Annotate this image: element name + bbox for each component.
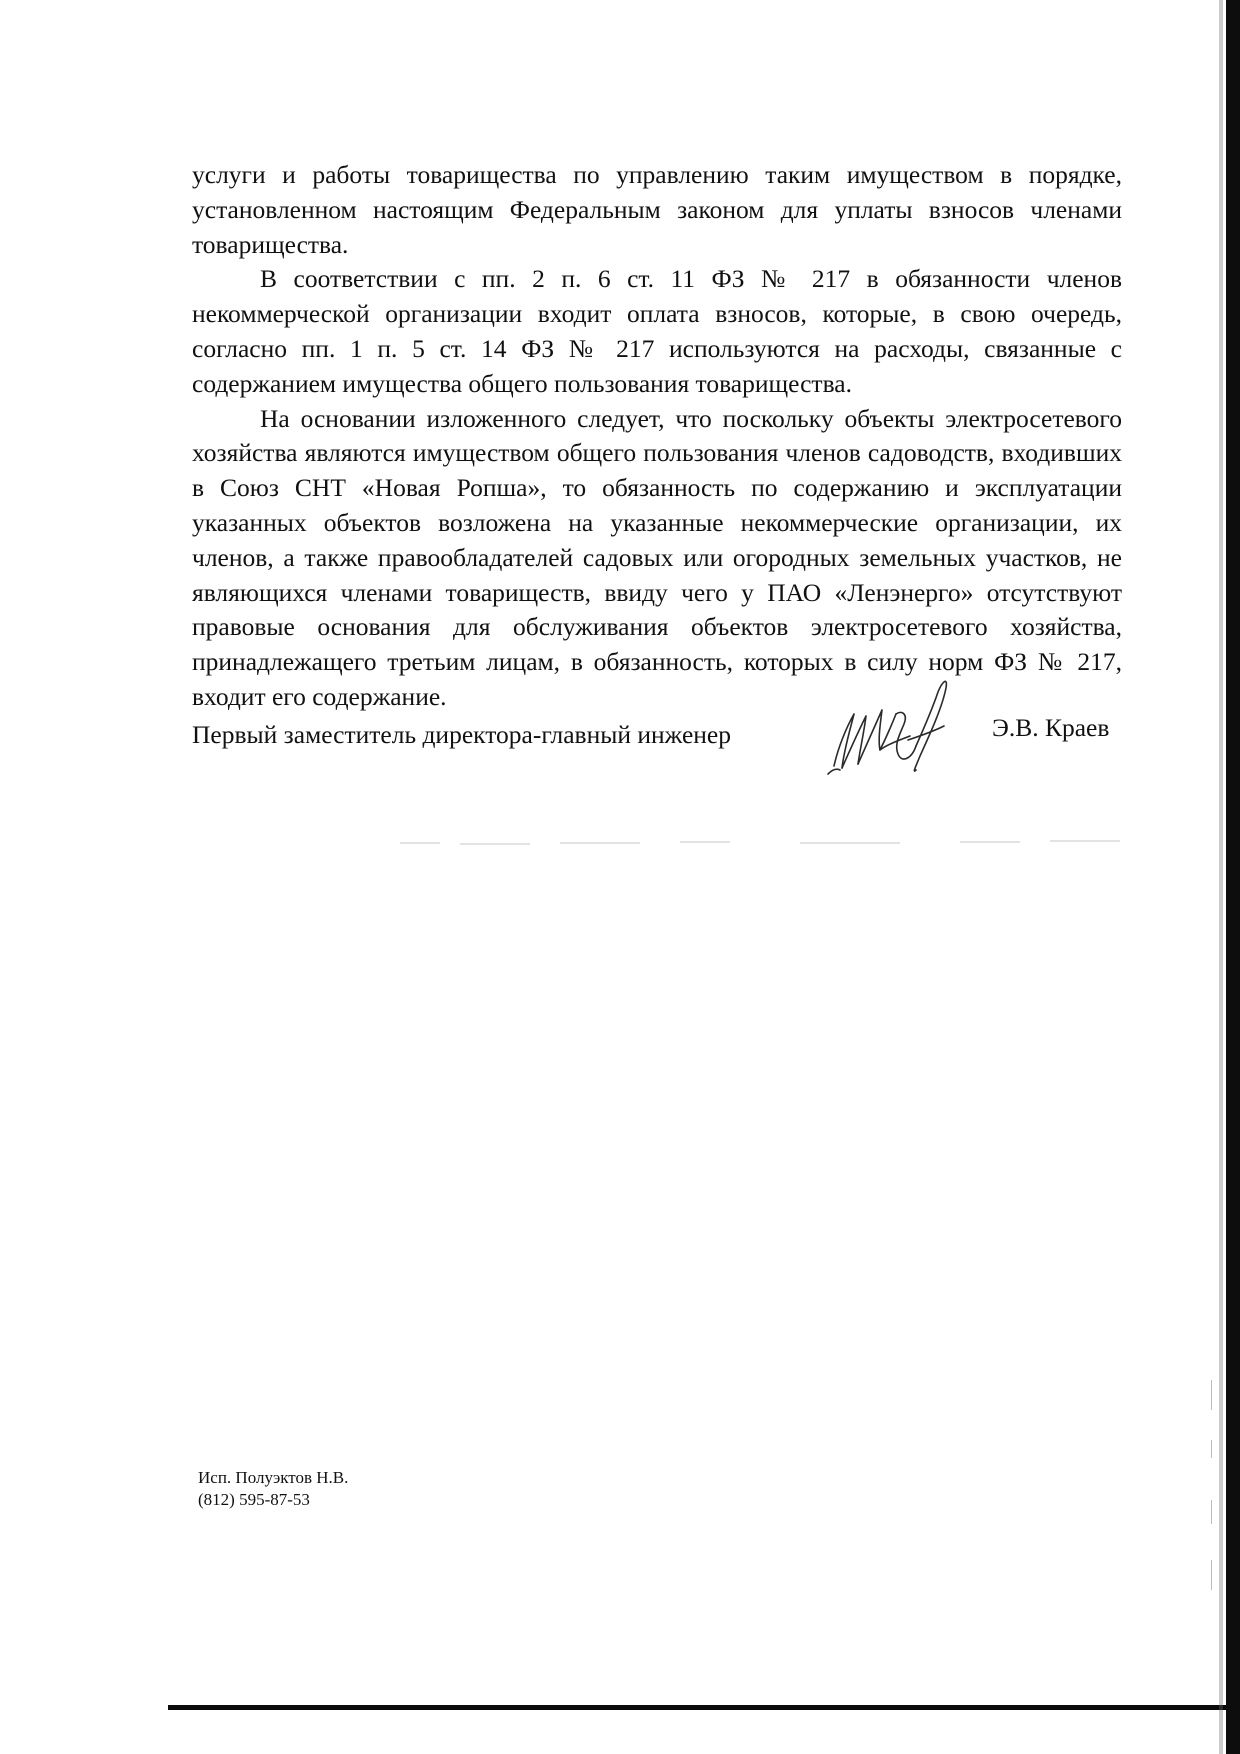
scan-artifact-specks [1205,1380,1217,1620]
scan-right-shadow [1219,0,1223,1754]
scan-right-edge [1226,0,1240,1754]
signatory-name: Э.В. Краев [992,713,1110,742]
signatory-title: Первый заместитель директора-главный инженер [192,720,731,749]
scan-artifact-line [400,838,1140,848]
paragraph-conclusion: На основании изложенного следует, что поскольку объекты электросетевого хозяйства являются имуществом общего пользования членов садоводств, входивших в Союз СНТ «Новая Ропша», то обязанность по содержанию и эксплуатации указанных объектов возложена на указанные некоммерческие организации, их членов, а также правообладателей садовых или огородных земельных участков, не являющихся членами товариществ, ввиду чего у ПАО «Ленэнерго» отсутствуют правовые основания для обслуживания объектов электросетевого хозяйства, принадлежащего третьим лицам, в обязанность, которых в силу норм ФЗ № 217, входит его содержание. [192,403,1122,711]
letter-body [192,158,1122,715]
paragraph-continuation: услуги и работы товарищества по управлению таким имуществом в порядке, установленном настоящим Федеральным законом для уплаты взносов членами товарищества. [192,160,1122,259]
executor-name: Исп. Полуэктов Н.В. [198,1468,349,1487]
paragraph-obligations: В соответствии с пп. 2 п. 6 ст. 11 ФЗ № 217 в обязанности членов некоммерческой организации входит оплата взносов, которые, в свою очередь, согласно пп. 1 п. 5 ст. 14 ФЗ № 217 используются на расходы, связанные с содержанием имущества общего пользования товарищества. [192,264,1122,398]
executor-block [198,1467,348,1511]
handwritten-signature [820,670,980,780]
scan-bottom-edge [168,1705,1240,1710]
executor-phone: (812) 595-87-53 [198,1490,310,1509]
